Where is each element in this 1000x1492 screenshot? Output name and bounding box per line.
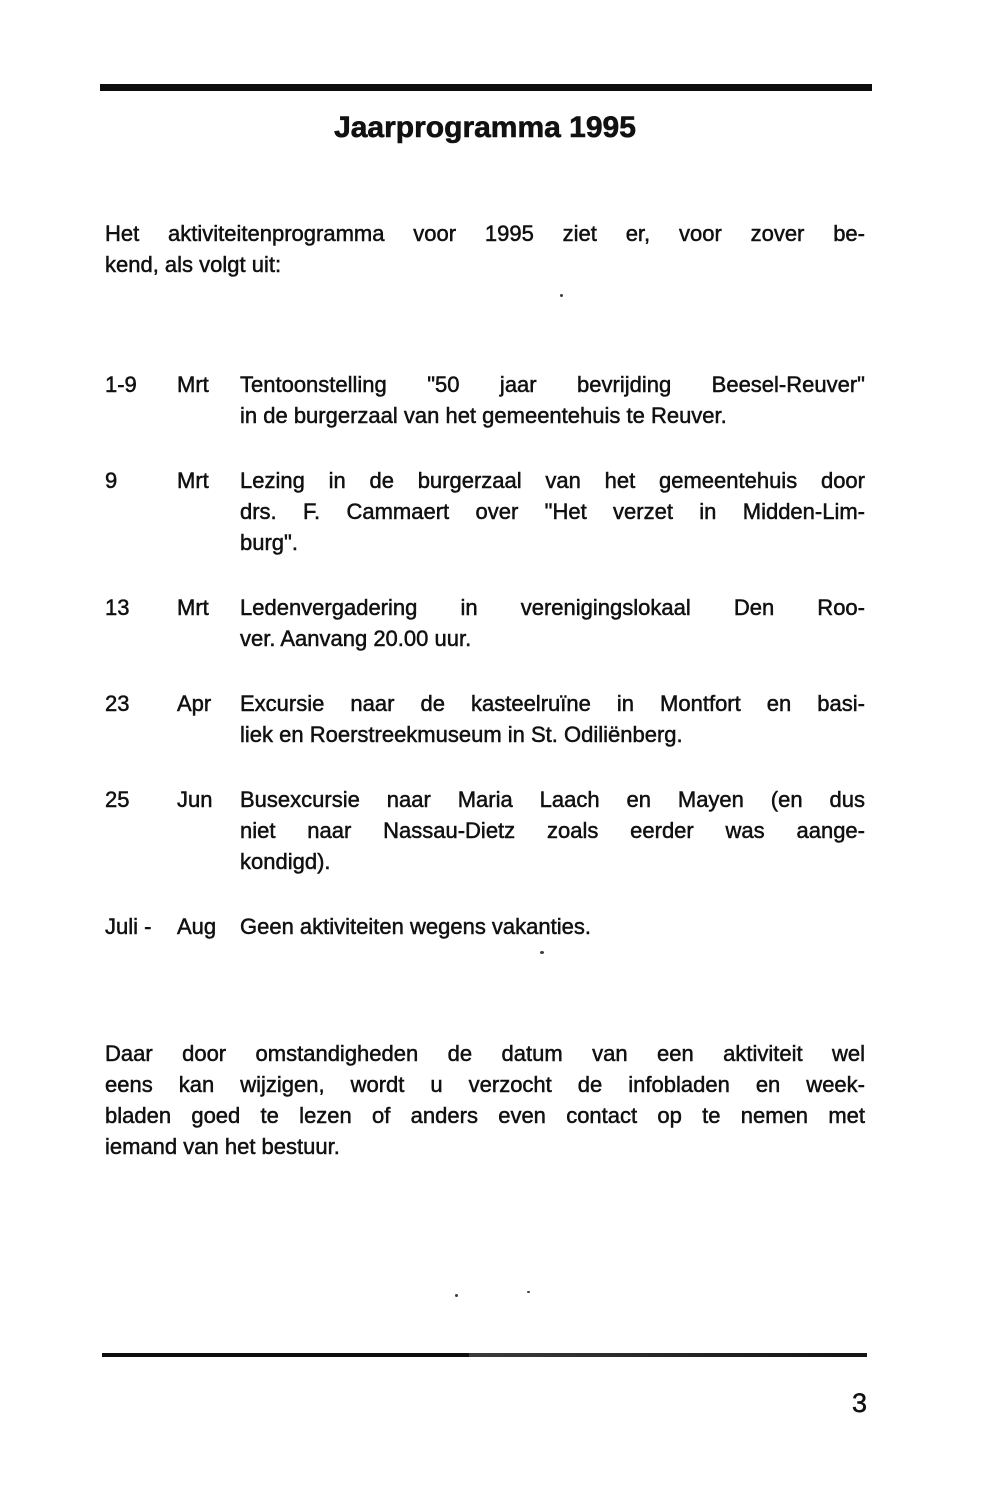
text-line: Excursie naar de kasteelruïne in Montfort en basi- <box>240 691 865 716</box>
page-title: Jaarprogramma 1995 <box>334 111 636 144</box>
text-line: in de burgerzaal van het gemeentehuis te Reuver. <box>240 403 727 428</box>
top-rule <box>100 84 872 91</box>
item-description <box>240 369 865 431</box>
text-line: Ledenvergadering in verenigingslokaal Den Roo- <box>240 595 865 620</box>
text-line: Daar door omstandigheden de datum van een aktiviteit wel <box>105 1041 865 1066</box>
text-line: bladen goed te lezen of anders even contact op te nemen met <box>105 1103 865 1128</box>
text-line: liek en Roerstreekmuseum in St. Odiliënberg. <box>240 722 683 747</box>
schedule-item <box>105 369 865 431</box>
item-date: 23 <box>105 691 130 716</box>
item-month: Mrt <box>177 468 209 493</box>
text-line: kend, als volgt uit: <box>105 252 282 277</box>
item-date: 1-9 <box>105 372 137 397</box>
item-date: 13 <box>105 595 130 620</box>
text-line: Het aktiviteitenprogramma voor 1995 ziet er, voor zover be- <box>105 221 865 246</box>
text-line: drs. F. Cammaert over "Het verzet in Midden-Lim- <box>240 499 865 524</box>
item-description <box>240 911 865 942</box>
text-line: iemand van het bestuur. <box>105 1134 340 1159</box>
text-line: burg". <box>240 530 298 555</box>
item-month: Mrt <box>177 372 209 397</box>
text-line: eens kan wijzigen, wordt u verzocht de infobladen en week- <box>105 1072 865 1097</box>
text-line: ver. Aanvang 20.00 uur. <box>240 626 472 651</box>
item-description <box>240 784 865 877</box>
page-number: 3 <box>851 1388 867 1418</box>
schedule-item <box>105 911 865 942</box>
item-month: Mrt <box>177 595 209 620</box>
intro-paragraph <box>105 218 865 280</box>
item-description <box>240 465 865 558</box>
schedule-item <box>105 784 865 877</box>
schedule-item <box>105 465 865 558</box>
text-line: Geen aktiviteiten wegens vakanties. <box>240 914 591 939</box>
item-date: 9 <box>105 468 118 493</box>
scan-speck <box>560 294 563 297</box>
item-date: Juli - <box>105 914 152 939</box>
text-line: Lezing in de burgerzaal van het gemeentehuis door <box>240 468 865 493</box>
schedule-item <box>105 688 865 750</box>
scan-speck <box>455 1294 458 1297</box>
closing-paragraph <box>105 1038 865 1162</box>
text-line: Tentoonstelling "50 jaar bevrijding Beesel-Reuver" <box>240 372 865 397</box>
text-line: Busexcursie naar Maria Laach en Mayen (en dus <box>240 787 865 812</box>
schedule-list <box>105 369 865 942</box>
text-line: niet naar Nassau-Dietz zoals eerder was aange- <box>240 818 865 843</box>
schedule-item <box>105 592 865 654</box>
item-month: Apr <box>177 691 212 716</box>
text-line: kondigd). <box>240 849 331 874</box>
scan-speck <box>527 1291 530 1293</box>
item-month: Jun <box>177 787 213 812</box>
item-date: 25 <box>105 787 130 812</box>
item-description <box>240 688 865 750</box>
item-description <box>240 592 865 654</box>
item-month: Aug <box>177 914 217 939</box>
bottom-rule <box>102 1353 867 1357</box>
scan-speck <box>540 951 544 954</box>
